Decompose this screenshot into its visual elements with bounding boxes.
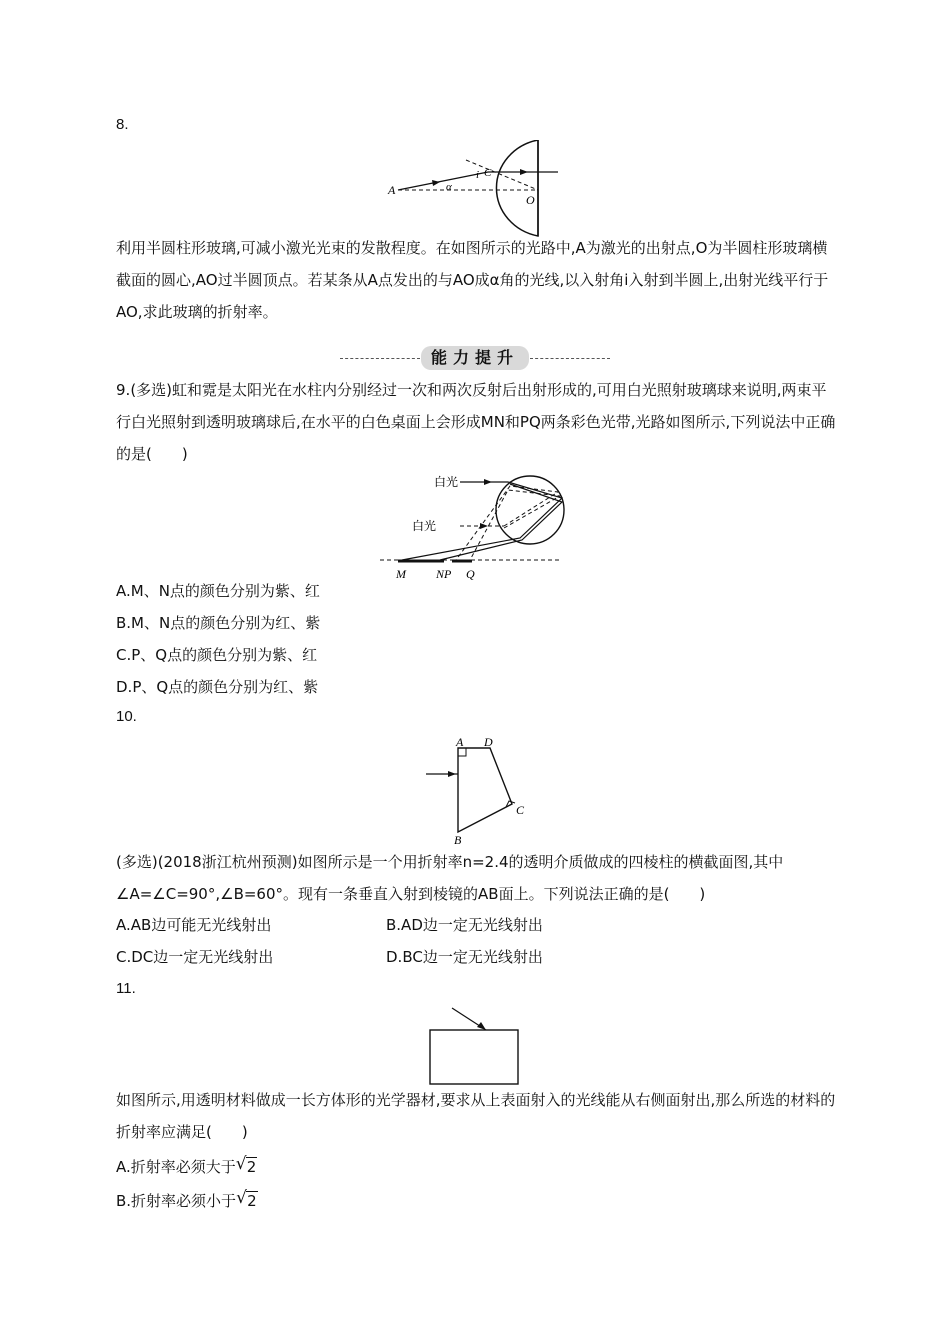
label-b: B <box>454 833 462 844</box>
label-m: M <box>396 567 406 581</box>
q9-text <box>116 374 836 470</box>
label-a: A <box>388 183 396 197</box>
q9-option-c: C.P、Q点的颜色分别为紫、红 <box>116 646 318 664</box>
q10-option-d: D.BC边一定无光线射出 <box>386 948 543 966</box>
q9-body: (多选)虹和霓是太阳光在水柱内分别经过一次和两次反射后出射形成的,可用白光照射玻璃球来说明,两束平行白光照射到透明玻璃球后,在水平的白色桌面上会形成MN和PQ两条彩色光带,光路如图所示,下列说法中正确的是( ) <box>116 381 836 463</box>
label-white-light-2: 白光 <box>412 519 437 533</box>
q8-figure <box>380 140 570 240</box>
label-c: C <box>484 167 492 179</box>
label-a: A <box>456 735 464 749</box>
secondary-path-1 <box>456 486 558 560</box>
sqrt-symbol: √ <box>236 1188 247 1208</box>
incident-arrow-icon <box>448 771 456 777</box>
incident-arrow-icon <box>477 1022 486 1030</box>
q11-option-a <box>116 1156 257 1177</box>
ray-arrow-icon <box>432 180 440 186</box>
q11-text: 如图所示,用透明材料做成一长方体形的光学器材,要求从上表面射入的光线能从右侧面射出,那么所选的材料的折射率应满足( ) <box>116 1091 836 1141</box>
banner-line-right <box>530 358 610 359</box>
q11-option-b-prefix: B.折射率必须小于 <box>116 1192 237 1210</box>
q11-option-a-prefix: A.折射率必须大于 <box>116 1158 236 1176</box>
semicircle-shape <box>496 140 538 236</box>
q10-figure <box>420 734 540 844</box>
q10-option-b: B.AD边一定无光线射出 <box>386 916 543 934</box>
sqrt-icon <box>236 1188 258 1210</box>
label-q: Q <box>466 567 475 581</box>
label-alpha: α <box>446 181 452 193</box>
label-white-light-1: 白光 <box>434 475 459 489</box>
prism-shape <box>458 748 512 832</box>
q11-option-b-radicand: 2 <box>247 1192 257 1210</box>
q8-text: 利用半圆柱形玻璃,可减小激光光束的发散程度。在如图所示的光路中,A为激光的出射点,O为半圆柱形玻璃横截面的圆心,AO过半圆顶点。若某条从A点发出的与AO成α角的光线,以入射角i入射到半圆上,出射光线平行于AO,求此玻璃的折射率。 <box>116 239 829 321</box>
q10-option-c: C.DC边一定无光线射出 <box>116 948 274 966</box>
section-banner <box>340 346 610 372</box>
q10-option-a: A.AB边可能无光线射出 <box>116 916 272 934</box>
q11-figure <box>420 1004 530 1088</box>
label-i: i <box>476 169 480 181</box>
q11-option-b <box>116 1190 258 1211</box>
q8-number: 8. <box>116 116 129 133</box>
q9-option-b: B.M、N点的颜色分别为红、紫 <box>116 614 321 632</box>
label-o: O <box>526 193 535 207</box>
q11-option-a-radicand: 2 <box>246 1158 257 1176</box>
rectangular-block <box>430 1030 518 1084</box>
label-d: D <box>484 735 493 749</box>
right-angle-a <box>458 748 466 756</box>
banner-title: 能力提升 <box>421 346 529 370</box>
q10-number: 10. <box>116 708 137 725</box>
arrow-1-icon <box>484 479 492 485</box>
q9-figure <box>380 468 580 583</box>
sqrt-icon <box>235 1154 258 1176</box>
label-c: C <box>516 803 525 817</box>
exit-arrow-icon <box>520 169 528 175</box>
q9-number: 9. <box>116 381 131 399</box>
q11-number: 11. <box>116 980 136 997</box>
label-np: NP <box>436 567 452 581</box>
q9-option-a: A.M、N点的颜色分别为紫、红 <box>116 582 320 600</box>
q10-text: (多选)(2018浙江杭州预测)如图所示是一个用折射率n=2.4的透明介质做成的四棱柱的横截面图,其中∠A=∠C=90°,∠B=60°。现有一条垂直入射到棱镜的AB面上。下列说法正确的是( ) <box>116 853 784 903</box>
rainbow-path-2 <box>440 484 562 560</box>
incident-ray <box>398 172 488 190</box>
sqrt-symbol: √ <box>235 1154 247 1174</box>
banner-line-left <box>340 358 420 359</box>
q9-option-d: D.P、Q点的颜色分别为红、紫 <box>116 678 319 696</box>
